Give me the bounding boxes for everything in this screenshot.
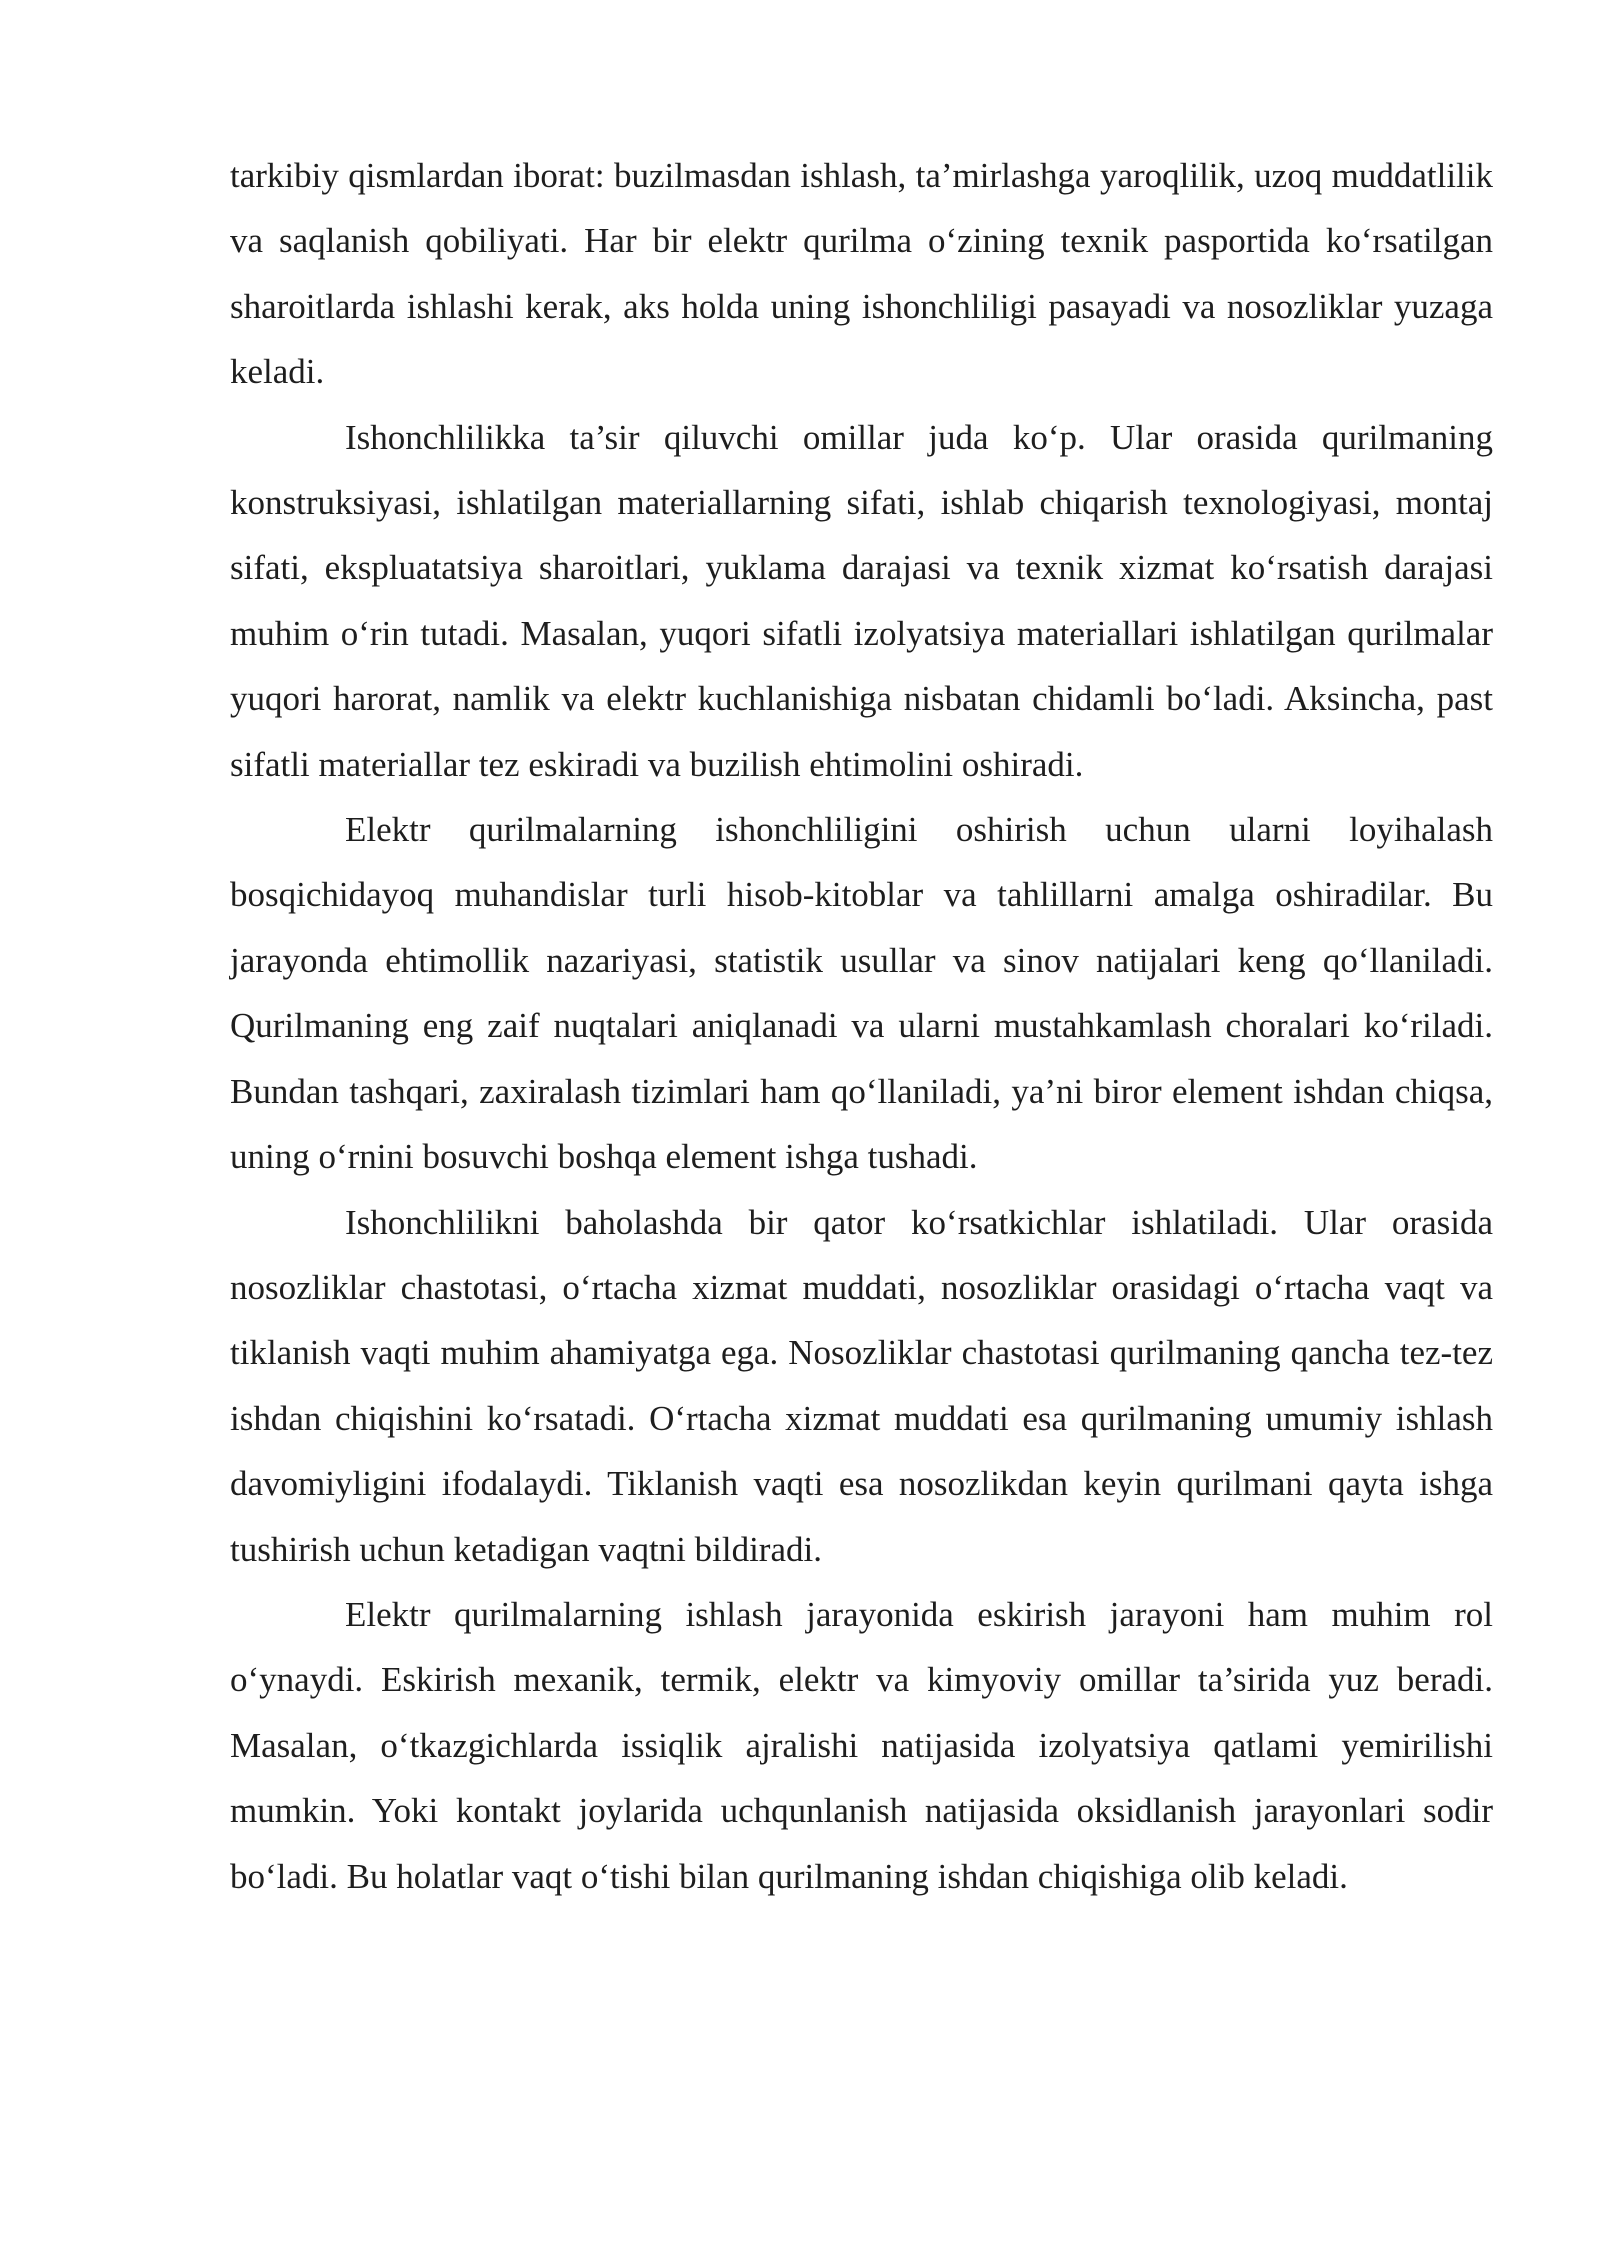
paragraph-continuation: tarkibiy qismlardan iborat: buzilmasdan ishlash, ta’mirlashga yaroqlilik, uzoq muddatlilik va saqlanish qobiliyati. Har bir elektr qurilma o‘zining texnik pasportida ko‘rsatilgan sharoitlarda ishlashi kerak, aks holda uning ishonchliligi pasayadi va nosozliklar yuzaga keladi.: [230, 156, 1493, 392]
body-text: [230, 143, 1493, 1909]
paragraph-reliability-design: Elektr qurilmalarning ishonchliligini oshirish uchun ularni loyihalash bosqichidayoq muhandislar turli hisob-kitoblar va tahlillarni amalga oshiradilar. Bu jarayonda ehtimollik nazariyasi, statistik usullar va sinov natijalari keng qo‘llaniladi. Qurilmaning eng zaif nuqtalari aniqlanadi va ularni mustahkamlash choralari ko‘riladi. Bundan tashqari, zaxiralash tizimlari ham qo‘llaniladi, ya’ni biror element ishdan chiqsa, uning o‘rnini bosuvchi boshqa element ishga tushadi.: [230, 810, 1493, 1177]
paragraph-wear-process: Elektr qurilmalarning ishlash jarayonida eskirish jarayoni ham muhim rol o‘ynaydi. Eskirish mexanik, termik, elektr va kimyoviy omillar ta’sirida yuz beradi. Masalan, o‘tkazgichlarda issiqlik ajralishi natijasida izolyatsiya qatlami yemirilishi mumkin. Yoki kontakt joylarida uchqunlanish natijasida oksidlanish jarayonlari sodir bo‘ladi. Bu holatlar vaqt o‘tishi bilan qurilmaning ishdan chiqishiga olib keladi.: [230, 1594, 1493, 1896]
paragraph-reliability-factors: Ishonchlilikka ta’sir qiluvchi omillar juda ko‘p. Ular orasida qurilmaning konstruksiyasi, ishlatilgan materiallarning sifati, ishlab chiqarish texnologiyasi, montaj sifati, ekspluatatsiya sharoitlari, yuklama darajasi va texnik xizmat ko‘rsatish darajasi muhim o‘rin tutadi. Masalan, yuqori sifatli izolyatsiya materiallari ishlatilgan qurilmalar yuqori harorat, namlik va elektr kuchlanishiga nisbatan chidamli bo‘ladi. Aksincha, past sifatli materiallar tez eskiradi va buzilish ehtimolini oshiradi.: [230, 417, 1493, 784]
paragraph-reliability-indicators: Ishonchlilikni baholashda bir qator ko‘rsatkichlar ishlatiladi. Ular orasida nosozliklar chastotasi, o‘rtacha xizmat muddati, nosozliklar orasidagi o‘rtacha vaqt va tiklanish vaqti muhim ahamiyatga ega. Nosozliklar chastotasi qurilmaning qancha tez-tez ishdan chiqishini ko‘rsatadi. O‘rtacha xizmat muddati esa qurilmaning umumiy ishlash davomiyligini ifodalaydi. Tiklanish vaqti esa nosozlikdan keyin qurilmani qayta ishga tushirish uchun ketadigan vaqtni bildiradi.: [230, 1202, 1493, 1569]
